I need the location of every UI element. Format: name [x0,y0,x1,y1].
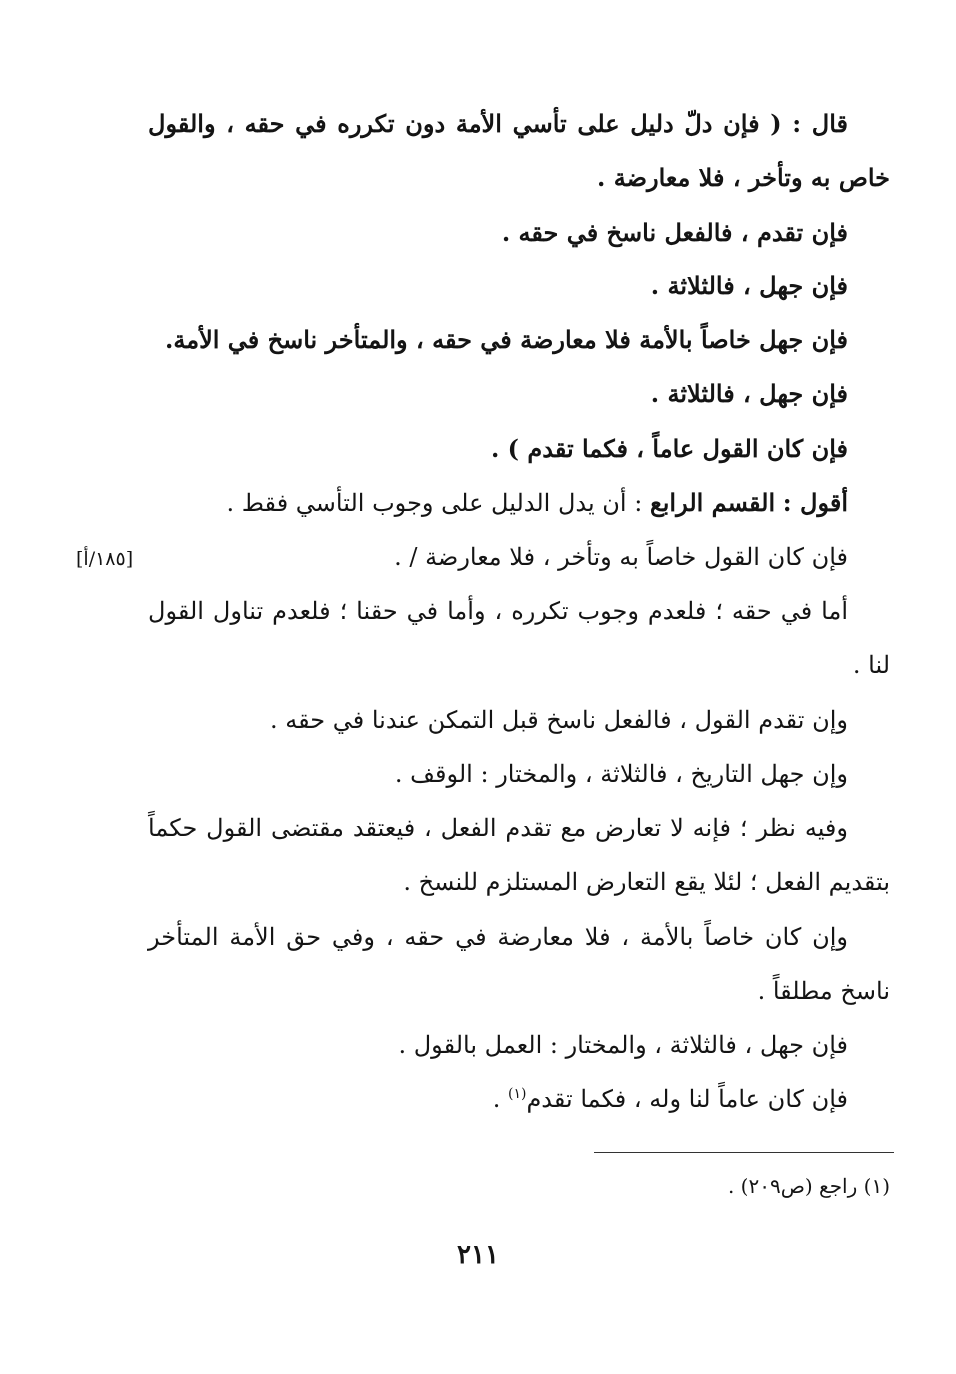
quote-line-2: خاص به وتأخر ، فلا معارضة . [597,163,890,192]
footnote-marker: (١) [507,1086,527,1102]
last-line-text: فإن كان عاماً لنا وله ، فكما تقدم [526,1085,848,1113]
commentary-line-10: فإن جهل ، فالثلاثة ، والمختار : العمل بالقول . [398,1031,848,1059]
quote-line-1: قال : ( فإن دلّ دليل على تأسي الأمة دون تكرره في حقه ، والقول [148,109,848,138]
quote-line-3: فإن تقدم ، فالفعل ناسخ في حقه . [501,218,848,247]
commentary-line-2: أما في حقه ؛ فلعدم وجوب تكرره ، وأما في حقنا ؛ فلعدم تناول القول [148,597,848,625]
quote-line-6: فإن جهل ، فالثلاثة . [650,379,848,408]
commentary-line-11 [493,1082,848,1116]
commentary-line-9: ناسخ مطلقاً . [757,977,890,1005]
commentary-line-6: وفيه نظر ؛ فإنه لا تعارض مع تقدم الفعل ، فيعتقد مقتضى القول حكماً [148,814,848,842]
commentary-lead [227,486,848,520]
commentary-line-1: فإن كان القول خاصاً به وتأخر ، فلا معارضة / . [394,543,848,571]
commentary-line-4: وإن تقدم القول ، فالفعل ناسخ قبل التمكن عندنا في حقه . [270,706,848,734]
lead-word: أقول : [782,488,848,517]
footnote-separator [594,1152,894,1153]
last-line-end: . [492,1085,508,1113]
commentary-line-5: وإن جهل التاريخ ، فالثلاثة ، والمختار : الوقف . [394,760,848,788]
quote-line-4: فإن جهل ، فالثلاثة . [650,271,848,300]
commentary-line-7: بتقديم الفعل ؛ لئلا يقع التعارض المستلزم للنسخ . [403,868,890,896]
commentary-line-8: وإن كان خاصاً بالأمة ، فلا معارضة في حقه ، وفي حق الأمة المتأخر [148,923,848,951]
commentary-line-3: لنا . [852,651,890,679]
section-title: القسم الرابع [649,488,776,517]
page-number: ٢١١ [457,1240,499,1270]
quote-line-5: فإن جهل خاصاً بالأمة فلا معارضة في حقه ، والمتأخر ناسخ في الأمة. [164,325,848,354]
lead-rest: : أن يدل الدليل على وجوب التأسي فقط . [226,489,643,517]
quote-line-7: فإن كان القول عاماً ، فكما تقدم ) . [490,434,848,463]
footnote: (١) راجع (ص٢٠٩) . [727,1174,890,1198]
margin-folio-ref: [١٨٥/أ] [76,548,134,570]
